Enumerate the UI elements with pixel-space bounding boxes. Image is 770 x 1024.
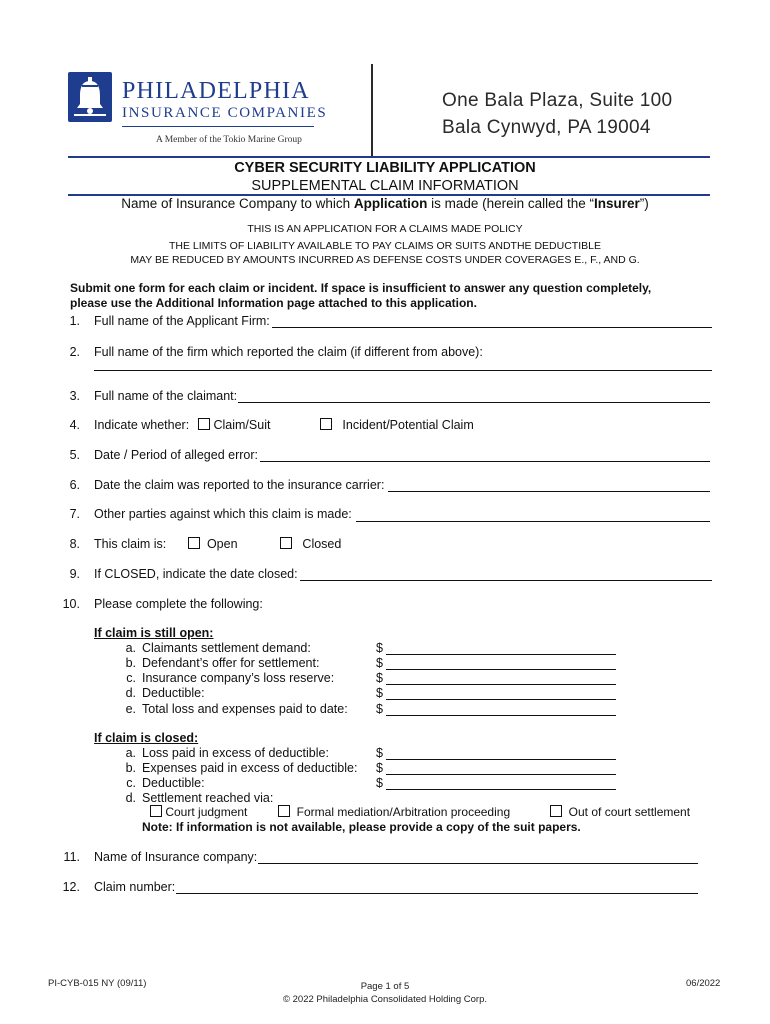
insurer-line: Name of Insurance Company to which Application is made (herein called the “Insurer”) [121, 196, 649, 211]
form-id: PI-CYB-015 NY (09/11) [48, 978, 147, 989]
open-item-e: e. Total loss and expenses paid to date: $ [114, 702, 634, 718]
question-1: 1. Full name of the Applicant Firm: [0, 314, 770, 330]
open-item-d: d. Deductible: $ [114, 686, 634, 702]
open-label: Open [206, 537, 238, 551]
closed-item-c: c. Deductible: $ [114, 776, 634, 792]
notice-line-2: THE LIMITS OF LIABILITY AVAILABLE TO PAY CLAIMS OR SUITS ANDTHE DEDUCTIBLE [169, 240, 601, 252]
brand-divider [122, 126, 314, 127]
instructions-line-1: Submit one form for each claim or incident. If space is insufficient to answer any question completely, [70, 281, 652, 295]
notice-line-1: THIS IS AN APPLICATION FOR A CLAIMS MADE POLICY [247, 223, 523, 235]
address-line-1: One Bala Plaza, Suite 100 [442, 90, 673, 111]
claimant-field[interactable] [238, 402, 710, 403]
question-9: 9. If CLOSED, indicate the date closed: [0, 567, 770, 583]
claim-suit-checkbox[interactable] [198, 418, 210, 430]
brand-subname: INSURANCE COMPANIES [122, 105, 328, 121]
open-item-b: b. Defendant’s offer for settlement: $ [114, 656, 634, 672]
expenses-paid-field[interactable] [386, 774, 616, 775]
open-item-c: c. Insurance company’s loss reserve: $ [114, 671, 634, 687]
question-4: 4. Indicate whether: Claim/Suit Incident/Potential Claim [69, 418, 474, 432]
out-of-court-label: Out of court settlement [568, 805, 691, 819]
insurance-company-field[interactable] [258, 863, 698, 864]
applicant-firm-field[interactable] [272, 327, 712, 328]
other-parties-field[interactable] [356, 521, 710, 522]
question-5: 5. Date / Period of alleged error: [0, 448, 770, 464]
alleged-error-date-field[interactable] [260, 461, 710, 462]
closed-item-d: d. Settlement reached via: [125, 791, 274, 805]
copyright: © 2022 Philadelphia Consolidated Holding Corp. [283, 994, 487, 1005]
page-number: Page 1 of 5 [360, 981, 410, 992]
court-judgment-label: Court judgment [165, 805, 248, 819]
revision-date: 06/2022 [686, 978, 721, 989]
out-of-court-checkbox[interactable] [550, 805, 562, 817]
question-12: 12. Claim number: [0, 880, 770, 896]
address-line-2: Bala Cynwyd, PA 19004 [442, 117, 651, 138]
closed-item-a: a. Loss paid in excess of deductible: $ [114, 746, 634, 762]
question-3: 3. Full name of the claimant: [0, 389, 770, 405]
brand-tagline: A Member of the Tokio Marine Group [156, 135, 302, 145]
title-top-rule [68, 156, 710, 158]
notice-line-3: MAY BE REDUCED BY AMOUNTS INCURRED AS DEFENSE COSTS UNDER COVERAGES E., F., AND G. [130, 254, 640, 266]
settlement-options [146, 805, 726, 821]
question-8: 8. This claim is: Open Closed [69, 537, 342, 551]
incident-label: Incident/Potential Claim [342, 418, 474, 432]
settlement-demand-field[interactable] [386, 654, 616, 655]
claim-number-field[interactable] [176, 893, 698, 894]
liberty-bell-logo-icon [68, 72, 112, 122]
reported-date-field[interactable] [388, 491, 710, 492]
question-2: 2. Full name of the firm which reported the claim (if different from above): [69, 345, 483, 359]
closed-label: Closed [302, 537, 342, 551]
open-item-a: a. Claimants settlement demand: $ [114, 641, 634, 657]
suit-papers-note: Note: If information is not available, please provide a copy of the suit papers. [142, 820, 581, 834]
open-deductible-field[interactable] [386, 699, 616, 700]
date-closed-field[interactable] [300, 580, 712, 581]
form-subtitle: SUPPLEMENTAL CLAIM INFORMATION [251, 178, 519, 194]
question-7: 7. Other parties against which this claim is made: [0, 507, 770, 523]
brand-name: PHILADELPHIA [122, 78, 310, 104]
open-checkbox[interactable] [188, 537, 200, 549]
closed-section-heading: If claim is closed: [94, 731, 199, 745]
claim-suit-label: Claim/Suit [213, 418, 271, 432]
instructions-line-2: please use the Additional Information page attached to this application. [70, 296, 477, 310]
closed-checkbox[interactable] [280, 537, 292, 549]
reporting-firm-field[interactable] [94, 370, 712, 371]
form-title: CYBER SECURITY LIABILITY APPLICATION [234, 160, 536, 176]
incident-checkbox[interactable] [320, 418, 332, 430]
settlement-offer-field[interactable] [386, 669, 616, 670]
closed-deductible-field[interactable] [386, 789, 616, 790]
loss-paid-field[interactable] [386, 759, 616, 760]
closed-item-b: b. Expenses paid in excess of deductible: $ [114, 761, 634, 777]
mediation-label: Formal mediation/Arbitration proceeding [296, 805, 511, 819]
header-divider [371, 64, 373, 156]
question-10: 10. Please complete the following: [62, 597, 263, 611]
court-judgment-checkbox[interactable] [150, 805, 162, 817]
open-section-heading: If claim is still open: [94, 626, 214, 640]
question-6: 6. Date the claim was reported to the insurance carrier: [0, 478, 770, 494]
loss-reserve-field[interactable] [386, 684, 616, 685]
question-11: 11. Name of Insurance company: [0, 850, 770, 866]
total-loss-field[interactable] [386, 715, 616, 716]
mediation-checkbox[interactable] [278, 805, 290, 817]
